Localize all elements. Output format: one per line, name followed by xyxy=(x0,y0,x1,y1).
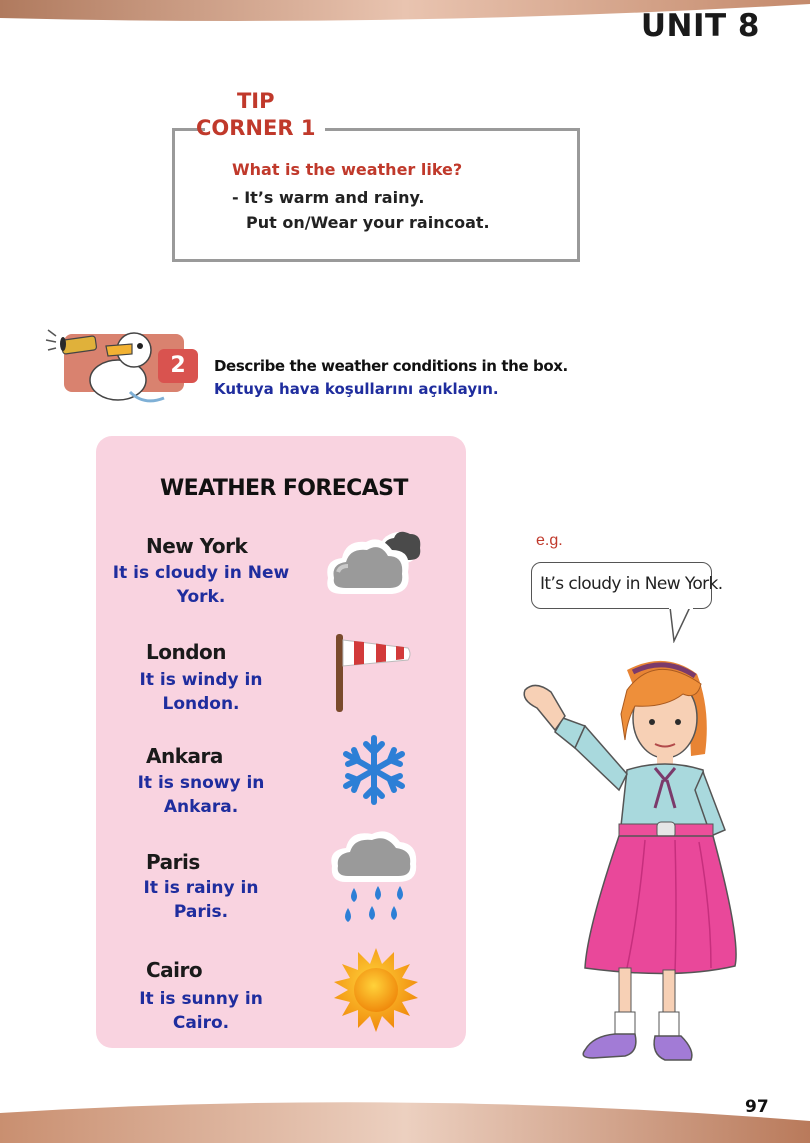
weather-sentence: It is sunny in Cairo. xyxy=(139,989,263,1033)
city-name: New York xyxy=(146,534,248,558)
forecast-title: WEATHER FORECAST xyxy=(160,476,408,501)
city-name: Cairo xyxy=(146,958,203,982)
windsock-icon xyxy=(330,630,414,716)
weather-sentence: It is rainy in Paris. xyxy=(143,878,259,922)
task-number-badge: 2 xyxy=(158,349,198,383)
tip-heading-line2: CORNER 1 xyxy=(196,116,316,140)
page-number: 97 xyxy=(745,1097,769,1117)
tip-question: What is the weather like? xyxy=(232,160,463,179)
weather-sentence: It is cloudy in New York. xyxy=(112,563,290,607)
speech-bubble-text: It’s cloudy in New York. xyxy=(540,574,723,594)
tip-heading-line1: TIP xyxy=(236,89,275,113)
example-label: e.g. xyxy=(536,532,563,549)
tip-answer-line1: - It’s warm and rainy. xyxy=(232,188,425,207)
sun-icon xyxy=(332,946,420,1034)
rain-cloud-icon xyxy=(328,826,420,936)
girl-illustration xyxy=(515,650,745,1085)
speech-bubble-tail xyxy=(668,607,698,643)
task-instruction-en: Describe the weather conditions in the box. xyxy=(214,357,568,375)
weather-sentence: It is snowy in Ankara. xyxy=(137,773,265,817)
snowflake-icon xyxy=(336,732,412,808)
weather-sentence: It is windy in London. xyxy=(139,670,263,714)
unit-title: UNIT 8 xyxy=(640,8,760,44)
cloudy-icon xyxy=(322,520,426,604)
task-instruction-tr: Kutuya hava koşullarını açıklayın. xyxy=(214,380,499,398)
tip-answer xyxy=(232,185,490,235)
tip-answer-line2: Put on/Wear your raincoat. xyxy=(246,213,490,232)
city-name: Paris xyxy=(146,850,200,874)
city-name: Ankara xyxy=(146,744,223,768)
city-name: London xyxy=(146,640,227,664)
tip-corner-heading xyxy=(196,88,315,142)
bottom-decorative-band xyxy=(0,1083,810,1143)
